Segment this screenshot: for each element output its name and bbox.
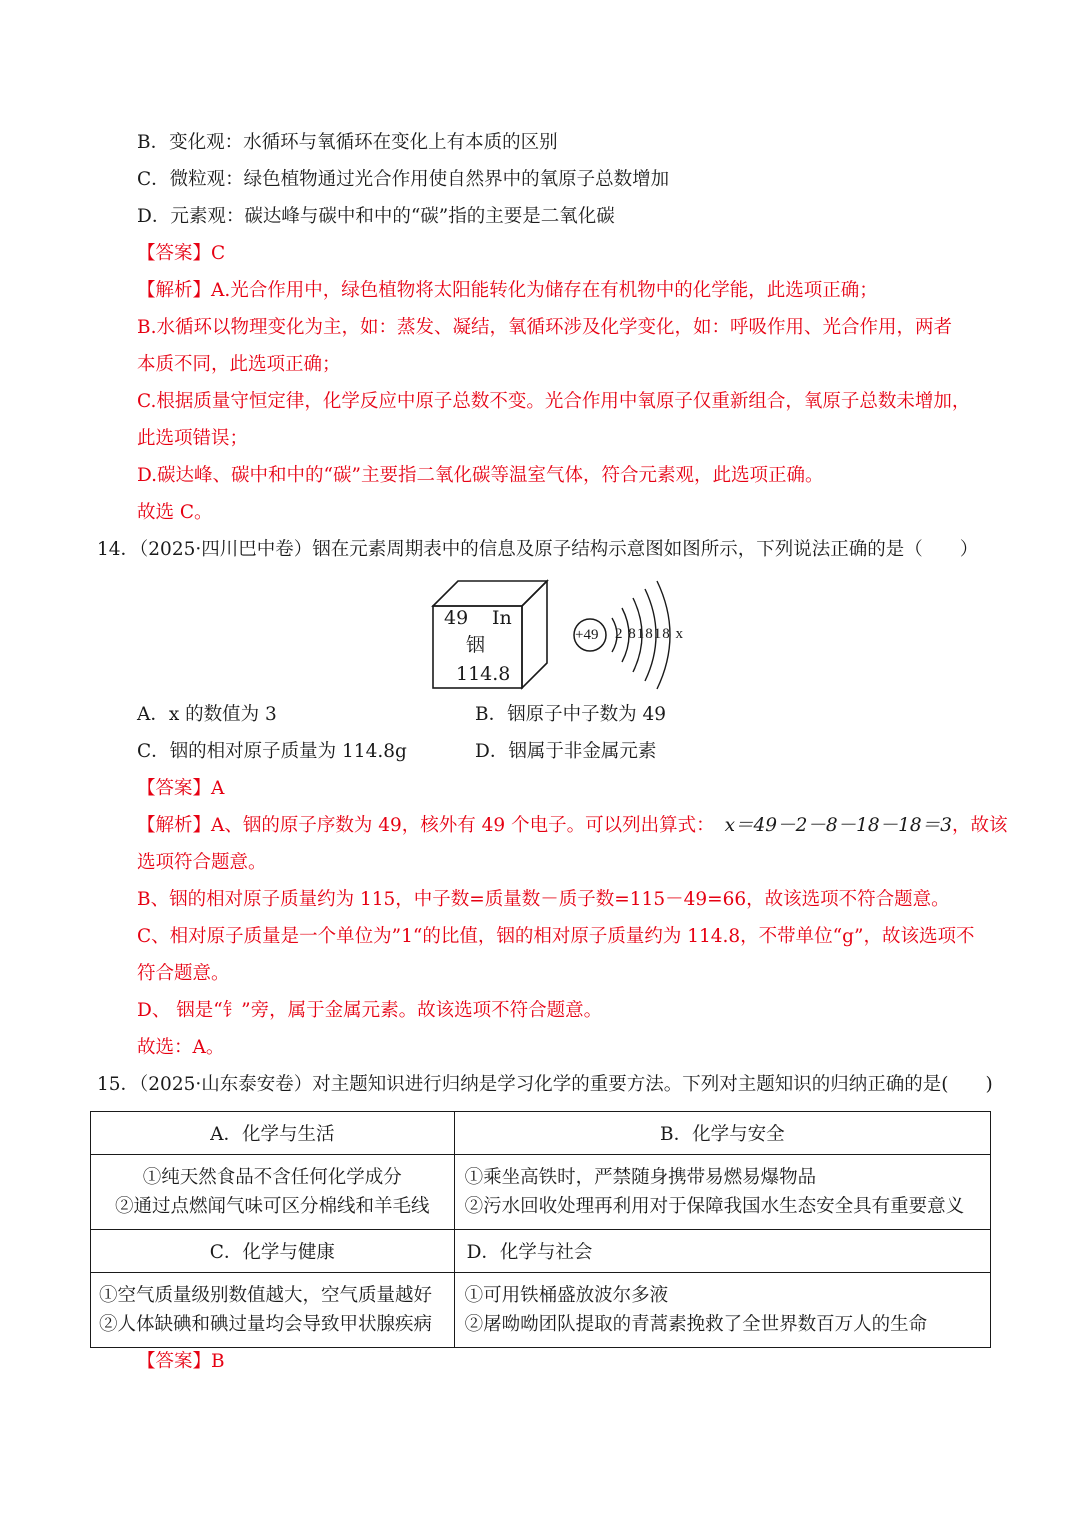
table-cell-line: ②污水回收处理再利用对于保障我国水生态安全具有重要意义 xyxy=(464,1196,965,1217)
table-cell-b xyxy=(454,1155,990,1230)
q13-analysis-line: 此选项错误； xyxy=(137,428,249,449)
table-cell-line: ①乘坐高铁时，严禁随身携带易燃易爆物品 xyxy=(464,1167,817,1188)
q13-option-d: D．元素观：碳达峰与碳中和中的“碳”指的主要是二氧化碳 xyxy=(137,206,615,227)
table-cell-a xyxy=(91,1155,455,1230)
table-header-c: C．化学与健康 xyxy=(91,1230,455,1273)
shell-electrons: 2 81818 x xyxy=(615,626,684,642)
table-cell-line: ②通过点燃闻气味可区分棉线和羊毛线 xyxy=(115,1196,430,1217)
q14-option-b: B．铟原子中子数为 49 xyxy=(475,704,667,725)
atomic-mass: 114.8 xyxy=(456,663,511,685)
table-cell-line: ①纯天然食品不含任何化学成分 xyxy=(142,1167,402,1188)
q14-analysis-line: 选项符合题意。 xyxy=(137,852,267,873)
q13-option-b: B．变化观：水循环与氧循环在变化上有本质的区别 xyxy=(137,132,558,153)
table-header-d: D．化学与社会 xyxy=(454,1230,990,1273)
nucleus-charge: +49 xyxy=(575,627,599,643)
q13-analysis-line: 本质不同，此选项正确； xyxy=(137,354,341,375)
q15-answer: 【答案】B xyxy=(137,1351,225,1372)
q14-answer: 【答案】A xyxy=(137,778,225,799)
table-cell-line: ①可用铁桶盛放波尔多液 xyxy=(464,1285,669,1306)
q13-analysis-line: D.碳达峰、碳中和中的“碳”主要指二氧化碳等温室气体，符合元素观，此选项正确。 xyxy=(137,465,824,486)
table-cell-line: ①空气质量级别数值越大，空气质量越好 xyxy=(99,1285,433,1306)
table-cell-line: ②人体缺碘和碘过量均会导致甲状腺疾病 xyxy=(99,1314,433,1335)
atomic-structure-diagram xyxy=(570,578,690,693)
table-cell-line: ②屠呦呦团队提取的青蒿素挽救了全世界数百万人的生命 xyxy=(464,1314,928,1335)
q13-conclusion: 故选 C。 xyxy=(137,502,213,523)
q14-analysis-text: ，故该 xyxy=(951,815,1008,836)
table-cell-c xyxy=(91,1273,455,1348)
knowledge-table xyxy=(90,1111,991,1348)
q13-analysis-line: C.根据质量守恒定律，化学反应中原子总数不变。光合作用中氧原子仅重新组合，氧原子总数未增加， xyxy=(137,391,971,412)
q14-analysis-line: C、相对原子质量是一个单位为”1“的比值，铟的相对原子质量约为 114.8，不带单位“g”，故该选项不 xyxy=(137,926,975,947)
q13-analysis-line: 【解析】A.光合作用中，绿色植物将太阳能转化为储存在有机物中的化学能，此选项正确； xyxy=(137,280,878,301)
atomic-number: 49 xyxy=(444,607,469,629)
q14-conclusion: 故选：A。 xyxy=(137,1037,225,1058)
element-card xyxy=(430,578,550,690)
q14-option-d: D．铟属于非金属元素 xyxy=(475,741,657,762)
table-cell-d xyxy=(454,1273,990,1348)
q13-analysis-line: B.水循环以物理变化为主，如：蒸发、凝结，氧循环涉及化学变化，如：呼吸作用、光合作用，两者 xyxy=(137,317,952,338)
q14-stem: 14．（2025·四川巴中卷）铟在元素周期表中的信息及原子结构示意图如图所示，下列说法正确的是（ ） xyxy=(97,539,979,560)
q14-equation: x＝49－2－8－18－18＝3 xyxy=(724,815,952,836)
q14-analysis-line xyxy=(137,814,1007,838)
q14-option-a: A．x 的数值为 3 xyxy=(137,704,277,725)
q14-analysis-line: 符合题意。 xyxy=(137,963,230,984)
element-name: 铟 xyxy=(466,634,486,656)
element-symbol: In xyxy=(492,607,512,629)
q14-analysis-text: 【解析】A、铟的原子序数为 49，核外有 49 个电子。可以列出算式： xyxy=(137,815,715,836)
q14-analysis-line: D、 铟是“钅”旁，属于金属元素。故该选项不符合题意。 xyxy=(137,1000,603,1021)
q14-analysis-line: B、铟的相对原子质量约为 115，中子数=质量数－质子数=115－49=66，故该选项不符合题意。 xyxy=(137,889,950,910)
q14-option-c: C．铟的相对原子质量为 114.8g xyxy=(137,741,407,762)
q15-stem: 15．（2025·山东泰安卷）对主题知识进行归纳是学习化学的重要方法。下列对主题知识的归纳正确的是( ) xyxy=(97,1074,993,1095)
table-header-a: A．化学与生活 xyxy=(91,1112,455,1155)
table-header-b: B．化学与安全 xyxy=(454,1112,990,1155)
q13-answer: 【答案】C xyxy=(137,243,226,264)
q13-option-c: C．微粒观：绿色植物通过光合作用使自然界中的氧原子总数增加 xyxy=(137,169,670,190)
